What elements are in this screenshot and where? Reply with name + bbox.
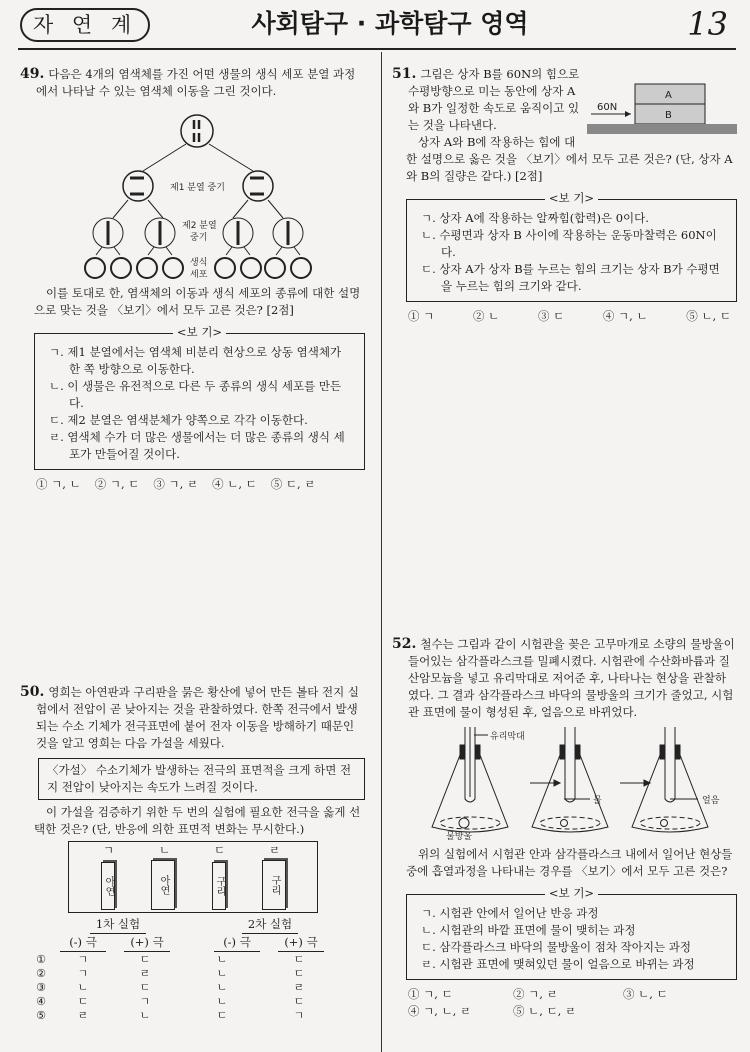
- flask-experiment-figure: [430, 727, 730, 842]
- electrode-choice: ㄷ: [216, 1009, 228, 1022]
- q52-choices: [392, 986, 737, 1020]
- q52-bogi-box: [406, 886, 737, 980]
- box-b-label: B: [665, 110, 672, 121]
- question-51: [392, 66, 737, 325]
- electrode-choice: ㄱ: [77, 967, 89, 980]
- choice-row[interactable]: [30, 995, 330, 1009]
- question-49: [20, 66, 365, 493]
- electrode-choice: ㄴ: [216, 967, 228, 980]
- exp2-pos: (+) 극: [278, 934, 324, 952]
- q49-number: 49.: [20, 66, 45, 82]
- electrode-choice: ㄴ: [139, 1009, 151, 1022]
- exp1-pos: (+) 극: [124, 934, 170, 952]
- flask-bottom: [540, 817, 600, 829]
- choice-number: ①: [36, 953, 46, 966]
- electrode-choice: ㄱ: [77, 953, 89, 966]
- q51-question: 상자 A와 B에 작용하는 힘에 대한 설명으로 옳은 것을 〈보기〉에서 모두 고른 것은? (단, 상자 A와 B의 질량은 같다.) [2점]: [406, 135, 733, 183]
- q50-table-headers: [20, 913, 365, 953]
- electrode-key: ㄴ: [159, 843, 171, 857]
- choice-5[interactable]: ⑤ ㄴ, ㄷ: [686, 309, 731, 323]
- electrode-choice: ㄱ: [139, 995, 151, 1008]
- bogi-item: ㄹ. 염색체 수가 더 많은 생물에서는 더 많은 종류의 생식 세포가 만들어질 것이다.: [49, 430, 345, 461]
- choice-number: ⑤: [36, 1009, 46, 1022]
- exp2-neg: (-) 극: [214, 934, 260, 952]
- header-divider: [18, 48, 736, 50]
- bogi-item: ㄴ. 시험관의 바깥 표면에 물이 맺히는 과정: [421, 923, 636, 937]
- electrode-key: ㄹ: [269, 843, 281, 857]
- question-52: [392, 636, 737, 1020]
- electrode-choice: ㄷ: [293, 995, 305, 1008]
- electrode-choice: ㄴ: [216, 953, 228, 966]
- ice-label: 얼음: [702, 796, 720, 806]
- meiosis-diagram: [78, 106, 318, 281]
- q52-stem-text: 철수는 그림과 같이 시험관을 꽂은 고무마개로 소량의 물방울이 들어있는 삼각플라스크를 밀폐시켰다. 시험관에 수산화바륨과 질산암모늄을 넣고 유리막대로 저어준 후, 나타나는 현상을 관찰하였다. 그 결과 삼각플라스크 바닥의 물방울의 크기가 줄었고, 시험관 표면에 물이 형성된 후, 얼음으로 바뀌었다.: [408, 637, 735, 719]
- box-a-label: A: [665, 90, 672, 101]
- q51-choices: [392, 308, 737, 325]
- exp1-label: 1차 실험: [90, 916, 146, 934]
- droplet-label: 물방울: [446, 832, 473, 842]
- label-meiosis2b: 중기: [190, 233, 208, 243]
- electrode-choice: ㄷ: [77, 995, 89, 1008]
- choice-5[interactable]: ⑤ ㄴ, ㄷ, ㄹ: [513, 1004, 577, 1018]
- box-force-figure: [587, 82, 737, 138]
- electrode-figure: [68, 841, 318, 913]
- q52-question: 위의 실험에서 시험관 안과 삼각플라스크 내에서 일어난 현상들 중에 흡열과정을 나타내는 경우를 〈보기〉에서 모두 고른 것은?: [406, 847, 733, 878]
- choice-3[interactable]: ③ ㄱ, ㄹ: [153, 477, 199, 491]
- electrode-choice: ㄹ: [139, 967, 151, 980]
- bogi-item: ㄴ. 이 생물은 유전적으로 다른 두 종류의 생식 세포를 만든다.: [49, 379, 342, 410]
- electrode-choice: ㄷ: [139, 981, 151, 994]
- water-label: 물: [593, 796, 602, 806]
- exp2-label: 2차 실험: [242, 916, 298, 934]
- electrode-key: ㄷ: [214, 843, 226, 857]
- test-tube: [565, 727, 575, 802]
- electrode-choice: ㄱ: [293, 1009, 305, 1022]
- choice-1[interactable]: ① ㄱ, ㄴ: [36, 477, 81, 491]
- bogi-item: ㄱ. 제1 분열에서는 염색체 비분리 현상으로 상동 염색체가 한 쪽 방향으로 이동한다.: [49, 345, 342, 376]
- water-droplet: [661, 820, 668, 827]
- choice-3[interactable]: ③ ㄷ: [537, 309, 565, 323]
- choice-1[interactable]: ① ㄱ, ㄷ: [408, 987, 453, 1001]
- choice-number: ③: [36, 981, 46, 994]
- q50-hypothesis-box: 〈가설〉 수소기체가 발생하는 전극의 표면적을 크게 하면 전지 전압이 낮아지는 속도가 느려질 것이다.: [38, 758, 365, 800]
- question-50: [20, 684, 365, 1023]
- choice-4[interactable]: ④ ㄴ, ㄷ: [212, 477, 257, 491]
- q52-stem: [392, 636, 737, 721]
- bogi-title: <보 기>: [545, 191, 598, 205]
- bogi-item: ㄱ. 시험관 안에서 일어난 반응 과정: [421, 906, 599, 920]
- electrode-choice: ㄹ: [77, 1009, 89, 1022]
- q49-question: 이를 토대로 한, 염색체의 이동과 생식 세포의 종류에 대한 설명으로 맞는 것을 〈보기〉에서 모두 고른 것은? [2점]: [34, 286, 361, 317]
- bogi-title: <보 기>: [545, 886, 598, 900]
- bogi-item: ㄱ. 상자 A에 작용하는 알짜힘(합력)은 0이다.: [421, 211, 649, 225]
- electrode-choice: ㄷ: [139, 953, 151, 966]
- choice-2[interactable]: ② ㄴ: [472, 309, 500, 323]
- choice-row[interactable]: [30, 967, 330, 981]
- q51-bogi-box: [406, 191, 737, 302]
- column-divider: [381, 52, 382, 1052]
- q51-stem-text: 그림은 상자 B를 60N의 힘으로 수평방향으로 미는 동안에 상자 A와 B가 일정한 속도로 움직이고 있는 것을 나타낸다.: [408, 67, 580, 132]
- choice-3[interactable]: ③ ㄴ, ㄷ: [623, 987, 668, 1001]
- electrode-key: ㄱ: [103, 843, 115, 857]
- bogi-item: ㄴ. 수평면과 상자 B 사이에 작용하는 운동마찰력은 60N이다.: [421, 228, 717, 259]
- q50-choice-table: [30, 953, 330, 1023]
- q51-number: 51.: [392, 66, 417, 82]
- q49-stem: [20, 66, 365, 100]
- bogi-item: ㄷ. 삼각플라스크 바닥의 물방울이 점차 작아지는 과정: [421, 940, 691, 954]
- q52-number: 52.: [392, 636, 417, 652]
- rod-label: 유리막대: [490, 732, 525, 742]
- q50-stem: [20, 684, 365, 752]
- q50-question: 이 가설을 검증하기 위한 두 번의 실험에 필요한 전극을 옳게 선택한 것은? (단, 반응에 의한 표면적 변화는 무시한다.): [34, 805, 361, 836]
- choice-row[interactable]: [30, 981, 330, 995]
- q49-bogi-box: [34, 325, 365, 470]
- choice-number: ④: [36, 995, 46, 1008]
- choice-number: ②: [36, 967, 46, 980]
- water-droplet: [459, 818, 469, 828]
- bogi-item: ㄹ. 시험관 표면에 맺혀있던 물이 얼음으로 바뀌는 과정: [421, 957, 695, 971]
- q50-stem-text: 영희는 아연판과 구리판을 묽은 황산에 넣어 만든 볼타 전지 실험에서 전압이 곧 낮아지는 것을 관찰하였다. 한쪽 전극에서 발생되는 수소 기체가 전극표면에 붙어 전자 이동을 방해하기 때문인 것을 알고 영희는 다음 가설을 세웠다.: [36, 685, 359, 750]
- choice-2[interactable]: ② ㄱ, ㄷ: [94, 477, 140, 491]
- choice-4[interactable]: ④ ㄱ, ㄴ, ㄹ: [408, 1004, 472, 1018]
- bogi-item: ㄷ. 상자 A가 상자 B를 누르는 힘의 크기는 상자 B가 수평면을 누르는 힘의 크기와 같다.: [421, 262, 720, 293]
- choice-row[interactable]: [30, 1009, 330, 1023]
- flask-bottom: [440, 817, 500, 829]
- electrode-choice: ㄷ: [293, 953, 305, 966]
- flask-bottom: [640, 817, 700, 829]
- electrode-choice: ㄹ: [293, 981, 305, 994]
- electrode-choice: ㄴ: [216, 995, 228, 1008]
- electrode-choice: ㄷ: [293, 967, 305, 980]
- label-gamete-b: 세포: [190, 270, 208, 280]
- electrode-zinc-small: 아연: [101, 862, 115, 910]
- exp1-neg: (-) 극: [60, 934, 106, 952]
- water-droplet: [561, 820, 568, 827]
- choice-4[interactable]: ④ ㄱ, ㄴ: [602, 309, 648, 323]
- electrode-choice: ㄴ: [216, 981, 228, 994]
- bogi-title: <보 기>: [173, 325, 226, 339]
- label-gamete-a: 생식: [190, 258, 208, 268]
- electrode-zinc-large: 아연: [151, 860, 175, 910]
- bogi-item: ㄷ. 제2 분열은 염색분체가 양쪽으로 각각 이동한다.: [49, 413, 308, 427]
- label-meiosis1: 제1 분열 중기: [170, 183, 225, 193]
- force-label: 60N: [597, 102, 618, 113]
- electrode-choice: ㄴ: [77, 981, 89, 994]
- electrode-copper-small: 구리: [212, 862, 226, 910]
- q49-stem-text: 다음은 4개의 염색체를 가진 어떤 생물의 생식 세포 분열 과정에서 나타날 수 있는 염색체 이동을 그린 것이다.: [36, 67, 356, 98]
- choice-5[interactable]: ⑤ ㄷ, ㄹ: [270, 477, 316, 491]
- label-meiosis2a: 제2 분열: [182, 221, 217, 231]
- electrode-copper-large: 구리: [262, 860, 286, 910]
- page-number: 13: [687, 5, 728, 43]
- q49-choices: [20, 476, 365, 493]
- q50-number: 50.: [20, 684, 45, 700]
- choice-row[interactable]: [30, 953, 330, 967]
- section-badge: 자 연 계: [20, 8, 150, 42]
- test-tube: [665, 727, 675, 802]
- page-title: 사회탐구 · 과학탐구 영역: [251, 9, 529, 38]
- choice-2[interactable]: ② ㄱ, ㄹ: [513, 987, 558, 1001]
- choice-1[interactable]: ① ㄱ: [408, 309, 435, 323]
